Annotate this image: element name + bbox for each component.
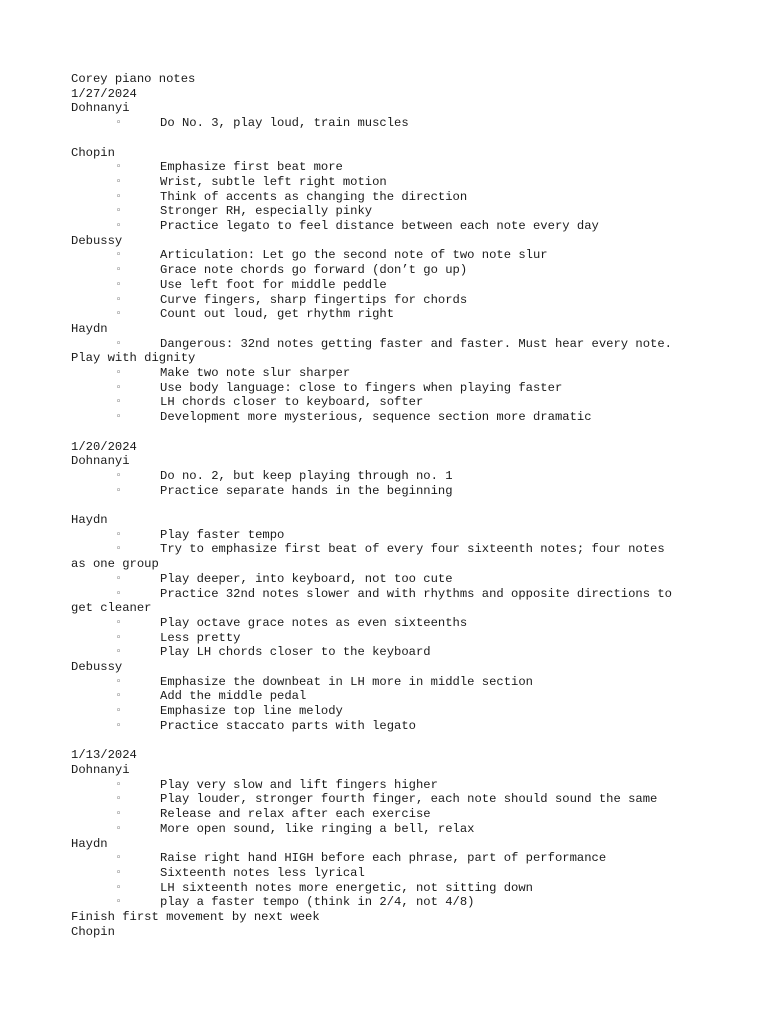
- note-text: Do no. 2, but keep playing through no. 1: [160, 468, 453, 483]
- note-item: [71, 395, 701, 410]
- notes-body: [71, 87, 701, 940]
- bullet-icon: ◦: [116, 338, 122, 349]
- note-text: Make two note slur sharper: [160, 366, 351, 381]
- section-heading: Dohnanyi: [71, 454, 130, 469]
- note-item: [71, 293, 701, 308]
- note-text: Play deeper, into keyboard, not too cute: [160, 571, 453, 586]
- bullet-icon: ◦: [116, 588, 122, 599]
- note-item: [71, 381, 701, 396]
- note-text: Practice 32nd notes slower and with rhythms and opposite directions to: [160, 586, 672, 601]
- note-item: [71, 778, 701, 793]
- note-text: More open sound, like ringing a bell, relax: [160, 821, 475, 836]
- bullet-icon: ◦: [116, 191, 122, 202]
- section-heading: Haydn: [71, 836, 108, 851]
- note-text: Play octave grace notes as even sixteenths: [160, 615, 468, 630]
- note-item: [71, 204, 701, 219]
- note-text: Play very slow and lift fingers higher: [160, 777, 438, 792]
- note-text: Emphasize first beat more: [160, 160, 343, 175]
- bullet-icon: ◦: [116, 265, 122, 276]
- bullet-icon: ◦: [116, 882, 122, 893]
- section-heading: Haydn: [71, 321, 108, 336]
- section-heading: Finish first movement by next week: [71, 910, 320, 925]
- note-item: [71, 366, 701, 381]
- bullet-icon: ◦: [116, 691, 122, 702]
- document-title: Corey piano notes: [71, 72, 196, 86]
- note-item: [71, 704, 701, 719]
- bullet-icon: ◦: [116, 632, 122, 643]
- bullet-icon: ◦: [116, 162, 122, 173]
- note-item: [71, 469, 701, 484]
- note-item: [71, 807, 701, 822]
- document-page: [71, 72, 701, 939]
- note-text: LH sixteenth notes more energetic, not sitting down: [160, 880, 533, 895]
- bullet-icon: ◦: [116, 823, 122, 834]
- blank-line: [71, 425, 701, 440]
- note-item: [71, 528, 701, 543]
- note-item: [71, 895, 701, 910]
- bullet-icon: ◦: [116, 309, 122, 320]
- bullet-icon: ◦: [116, 809, 122, 820]
- note-item: [71, 822, 701, 837]
- note-text: Play faster tempo: [160, 527, 285, 542]
- section-heading: Chopin: [71, 145, 115, 160]
- note-text: Try to emphasize first beat of every four sixteenth notes; four notes: [160, 542, 665, 557]
- bullet-icon: ◦: [116, 867, 122, 878]
- lesson-date: 1/27/2024: [71, 86, 137, 101]
- bullet-icon: ◦: [116, 676, 122, 687]
- note-text: Development more mysterious, sequence section more dramatic: [160, 410, 592, 425]
- note-item: [71, 248, 701, 263]
- note-text: Emphasize top line melody: [160, 704, 343, 719]
- note-item: [71, 160, 701, 175]
- note-text: Dangerous: 32nd notes getting faster and faster. Must hear every note.: [160, 336, 672, 351]
- bullet-icon: ◦: [116, 397, 122, 408]
- note-text: Use body language: close to fingers when playing faster: [160, 380, 563, 395]
- note-text: Grace note chords go forward (don’t go up): [160, 263, 468, 278]
- note-item: [71, 116, 701, 131]
- note-text: LH chords closer to keyboard, softer: [160, 395, 424, 410]
- note-text: Use left foot for middle peddle: [160, 277, 387, 292]
- bullet-icon: ◦: [116, 470, 122, 481]
- note-item-continuation: as one group: [71, 557, 159, 572]
- lesson-date: 1/20/2024: [71, 439, 137, 454]
- section-heading: Debussy: [71, 660, 123, 675]
- note-text: Sixteenth notes less lyrical: [160, 865, 365, 880]
- note-text: Practice legato to feel distance between each note every day: [160, 219, 599, 234]
- bullet-icon: ◦: [116, 779, 122, 790]
- bullet-icon: ◦: [116, 853, 122, 864]
- note-item: [71, 792, 701, 807]
- section-heading: Chopin: [71, 924, 115, 939]
- note-item: [71, 866, 701, 881]
- bullet-icon: ◦: [116, 412, 122, 423]
- note-text: Practice separate hands in the beginning: [160, 483, 453, 498]
- bullet-icon: ◦: [116, 176, 122, 187]
- note-item: [71, 190, 701, 205]
- note-item: [71, 631, 701, 646]
- bullet-icon: ◦: [116, 221, 122, 232]
- note-text: play a faster tempo (think in 2/4, not 4/8): [160, 895, 475, 910]
- blank-line: [71, 498, 701, 513]
- note-text: Wrist, subtle left right motion: [160, 174, 387, 189]
- section-heading: Haydn: [71, 513, 108, 528]
- note-text: Stronger RH, especially pinky: [160, 204, 373, 219]
- note-text: Practice staccato parts with legato: [160, 718, 416, 733]
- bullet-icon: ◦: [116, 706, 122, 717]
- note-text: Curve fingers, sharp fingertips for chords: [160, 292, 468, 307]
- note-item-continuation: Play with dignity: [71, 351, 196, 366]
- note-text: Add the middle pedal: [160, 689, 307, 704]
- bullet-icon: ◦: [116, 382, 122, 393]
- section-heading: Debussy: [71, 233, 123, 248]
- note-item: [71, 675, 701, 690]
- note-text: Do No. 3, play loud, train muscles: [160, 116, 409, 131]
- note-item: [71, 410, 701, 425]
- bullet-icon: ◦: [116, 279, 122, 290]
- note-item: [71, 572, 701, 587]
- bullet-icon: ◦: [116, 617, 122, 628]
- note-item: [71, 851, 701, 866]
- section-heading: Dohnanyi: [71, 762, 130, 777]
- note-text: Raise right hand HIGH before each phrase, part of performance: [160, 851, 607, 866]
- note-item: [71, 307, 701, 322]
- note-item: [71, 881, 701, 896]
- note-text: Less pretty: [160, 630, 241, 645]
- note-item: [71, 719, 701, 734]
- note-item: [71, 689, 701, 704]
- note-text: Play louder, stronger fourth finger, each note should sound the same: [160, 792, 658, 807]
- bullet-icon: ◦: [116, 368, 122, 379]
- note-item: [71, 542, 701, 557]
- bullet-icon: ◦: [116, 794, 122, 805]
- note-text: Play LH chords closer to the keyboard: [160, 645, 431, 660]
- bullet-icon: ◦: [116, 647, 122, 658]
- bullet-icon: ◦: [116, 118, 122, 129]
- blank-line: [71, 734, 701, 749]
- note-text: Count out loud, get rhythm right: [160, 307, 395, 322]
- note-text: Articulation: Let go the second note of two note slur: [160, 248, 548, 263]
- bullet-icon: ◦: [116, 529, 122, 540]
- bullet-icon: ◦: [116, 544, 122, 555]
- note-item: [71, 263, 701, 278]
- note-item: [71, 587, 701, 602]
- note-item: [71, 219, 701, 234]
- note-item: [71, 337, 701, 352]
- note-item-continuation: get cleaner: [71, 601, 152, 616]
- bullet-icon: ◦: [116, 294, 122, 305]
- bullet-icon: ◦: [116, 206, 122, 217]
- note-text: Emphasize the downbeat in LH more in middle section: [160, 674, 533, 689]
- lesson-date: 1/13/2024: [71, 748, 137, 763]
- bullet-icon: ◦: [116, 720, 122, 731]
- note-item: [71, 645, 701, 660]
- note-item: [71, 278, 701, 293]
- bullet-icon: ◦: [116, 250, 122, 261]
- note-text: Think of accents as changing the direction: [160, 189, 468, 204]
- note-item: [71, 616, 701, 631]
- note-item: [71, 484, 701, 499]
- blank-line: [71, 131, 701, 146]
- bullet-icon: ◦: [116, 485, 122, 496]
- note-text: Release and relax after each exercise: [160, 807, 431, 822]
- bullet-icon: ◦: [116, 897, 122, 908]
- section-heading: Dohnanyi: [71, 101, 130, 116]
- bullet-icon: ◦: [116, 573, 122, 584]
- note-item: [71, 175, 701, 190]
